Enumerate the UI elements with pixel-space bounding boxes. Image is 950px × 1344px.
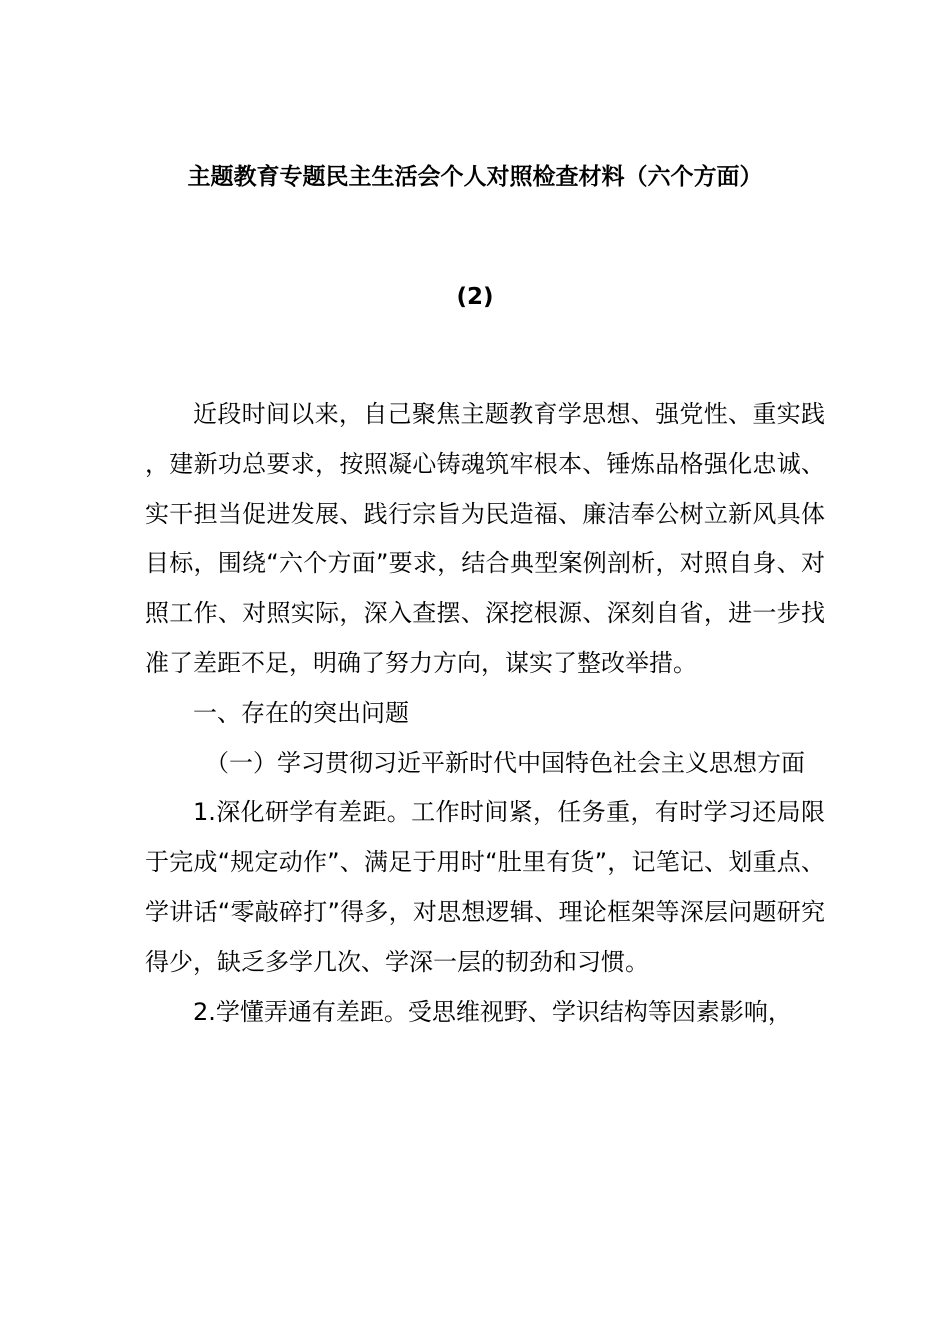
subsection-heading: （一）学习贯彻习近平新时代中国特色社会主义思想方面 xyxy=(205,748,805,777)
intro-paragraph: 近段时间以来，自己聚焦主题教育学思想、强党性、重实践，建新功总要求，按照凝心铸魂筑牢根本、锤炼品格强化忠诚、实干担当促进发展、践行宗旨为民造福、廉洁奉公树立新风具体目标，围绕“六个方面”要求，结合典型案例剖析，对照自身、对照工作、对照实际，深入查摆、深挖根源、深刻自省，进一步找准了差距不足，明确了努力方向，谋实了整改举措。 xyxy=(145,400,825,677)
issue-paragraph-1: 1.深化研学有差距。工作时间紧，任务重，有时学习还局限于完成“规定动作”、满足于用时“肚里有货”，记笔记、划重点、学讲话“零敲碎打”得多，对思想逻辑、理论框架等深层问题研究得少，缺乏多学几次、学深一层的韧劲和习惯。 xyxy=(145,798,825,976)
document-title-number: (2) xyxy=(456,284,494,310)
document-title: 主题教育专题民主生活会个人对照检查材料（六个方面） xyxy=(187,164,763,190)
issue-paragraph-2: 2.学懂弄通有差距。受思维视野、学识结构等因素影响， xyxy=(193,997,792,1026)
document-body xyxy=(145,390,825,1037)
section-heading: 一、存在的突出问题 xyxy=(193,698,409,727)
